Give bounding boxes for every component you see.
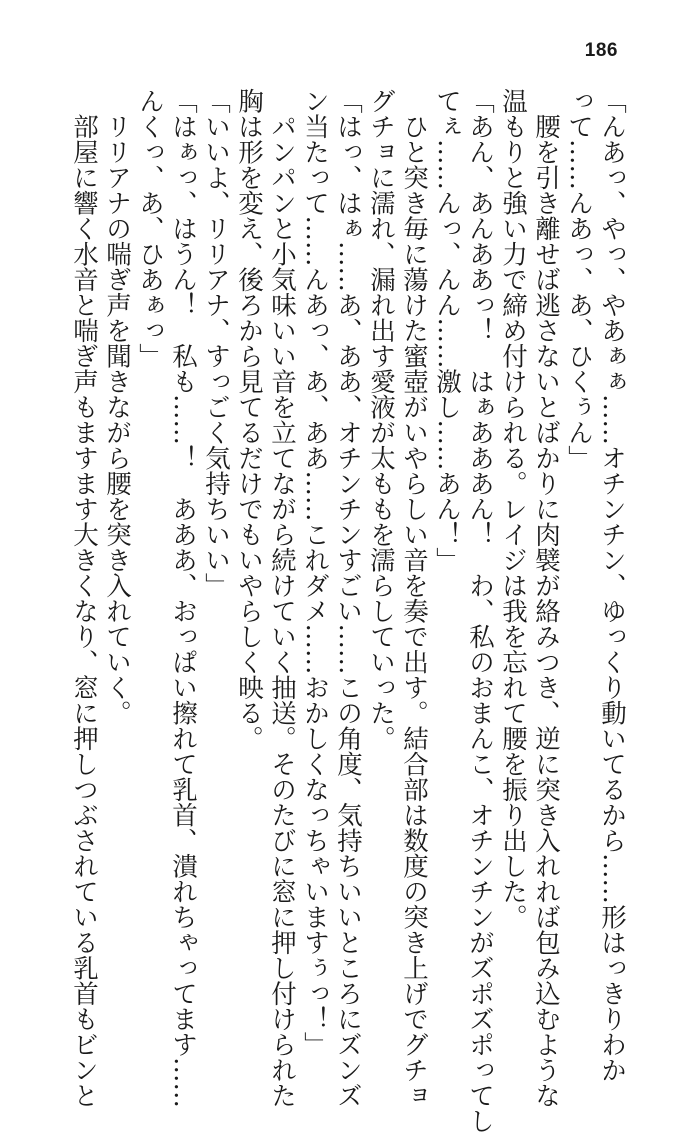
page-number: 186 bbox=[584, 40, 618, 61]
text-line: 温もりと強い力で締め付けられる。レイジは我を忘れて腰を振り出した。 bbox=[498, 88, 528, 930]
vertical-text-body bbox=[67, 88, 628, 1134]
text-line: ひと突き毎に蕩けた蜜壺がいやらしい音を奏で出す。結合部は数度の突き上げでグチョ bbox=[399, 88, 429, 1108]
text-line: てぇ……んっ、んん……激し……あん！」 bbox=[432, 88, 462, 573]
text-line: 部屋に響く水音と喘ぎ声もますます大きくなり、窓に押しつぶされている乳首もビンと bbox=[69, 88, 99, 1108]
text-line: 「いいよ、リリアナ、すっごく気持ちいい」 bbox=[201, 88, 231, 598]
text-line: 「はっ、はぁ……あ、ああ、オチンチンすごい……この角度、気持ちいいところにズンズ bbox=[333, 88, 363, 1108]
text-line: 「あん、あんああっ！ はぁあああん！ わ、私のおまんこ、オチンチンがズポズポってし bbox=[465, 88, 495, 1134]
text-line: 「んあっ、やっ、やあぁぁ……オチンチン、ゆっくり動いてるから……形はっきりわか bbox=[597, 88, 627, 1083]
text-line: 胸は形を変え、後ろから見てるだけでもいやらしく映る。 bbox=[234, 88, 264, 751]
text-line: ン当たって……んあっ、あ、ああ……これダメ……おかしくなっちゃいますぅっ！」 bbox=[300, 88, 330, 1057]
text-line: 「はぁっ、はうん！ 私も……！ あああ、おっぱい擦れて乳首、潰れちゃってます…… bbox=[168, 88, 198, 1108]
text-line: んくっ、あ、ひあぁっ」 bbox=[135, 88, 165, 369]
text-line: リリアナの喘ぎ声を聞きながら腰を突き入れていく。 bbox=[102, 88, 132, 726]
text-line: パンパンと小気味いい音を立てながら続けていく抽送。そのたびに窓に押し付けられた bbox=[267, 88, 297, 1108]
text-line: 腰を引き離せば逃さないとばかりに肉襞が絡みつき、逆に突き入れれば包み込むような bbox=[531, 88, 561, 1108]
text-line: グチョに濡れ、漏れ出す愛液が太ももを濡らしていった。 bbox=[366, 88, 396, 751]
text-line: って……んあっ、あ、ひくぅん」 bbox=[564, 88, 594, 471]
